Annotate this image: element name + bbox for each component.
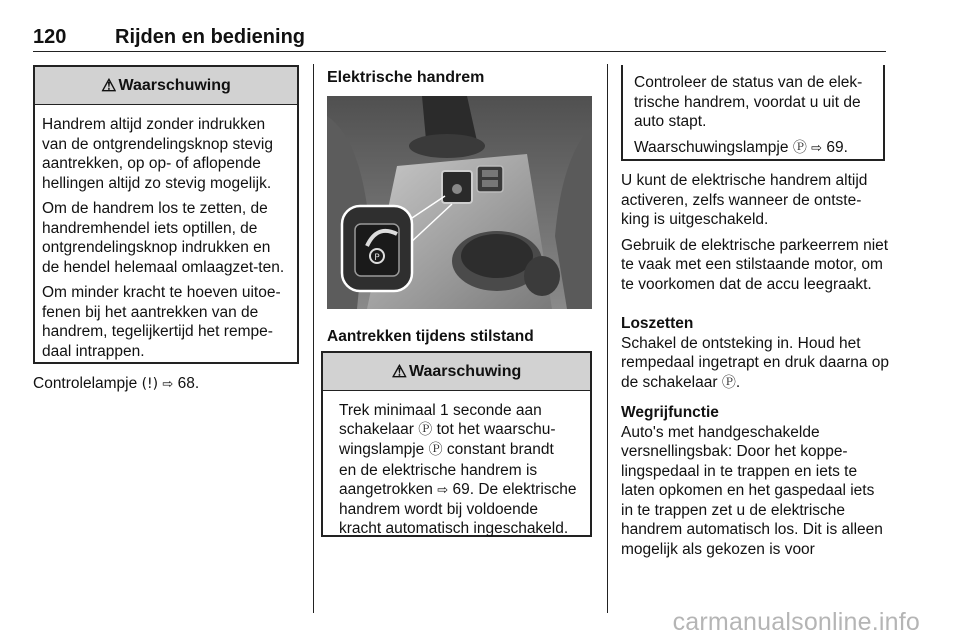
section-heading: Loszetten <box>621 315 694 332</box>
loszetten-section <box>621 314 889 393</box>
chapter-title: Rijden en bediening <box>115 26 306 48</box>
section-heading: Wegrijfunctie <box>621 404 719 421</box>
parking-brake-p-icon: Ⓟ <box>721 374 736 391</box>
warning-paragraph: Om de handrem los te zetten, de handremhendel iets optillen, de ontgrendelingsknop indrukken en de hendel helemaal omlaagzet-ten. <box>42 200 285 276</box>
warning-header <box>35 67 297 105</box>
control-lamp-text: Controlelampje <box>33 375 138 392</box>
page-reference-arrow-icon: ⇨ <box>162 377 174 392</box>
parking-brake-p-icon: Ⓟ <box>792 139 807 156</box>
warning-box-apply <box>321 351 592 537</box>
page-number: 120 <box>33 26 67 48</box>
warning-header <box>323 353 590 391</box>
warning-triangle-icon: ⚠ <box>101 75 117 95</box>
warning-title: Waarschuwing <box>408 362 522 380</box>
warning-body <box>35 105 297 369</box>
warning-body <box>323 391 590 544</box>
page-reference-arrow-icon: ⇨ <box>437 482 449 498</box>
column-divider-2 <box>607 64 608 613</box>
warning-title: Waarschuwing <box>118 76 231 94</box>
warning-line: kracht automatisch ingeschakeld. <box>339 520 569 538</box>
brake-warning-lamp-icon: (!) <box>141 376 159 392</box>
wegrij-section <box>621 403 889 559</box>
console-illustration-icon <box>327 96 592 309</box>
warning-line: wingslampje Ⓟ constant brandt <box>339 441 554 459</box>
notice-body <box>623 65 883 164</box>
warning-line: aangetrokken ⇨ 69. De elektrische <box>339 480 577 498</box>
subheading-apply: Aantrekken tijdens stilstand <box>327 328 534 345</box>
parking-brake-p-icon: Ⓟ <box>418 422 433 439</box>
notice-paragraph: Waarschuwingslampje Ⓟ ⇨ 69. <box>634 138 848 156</box>
warning-line: handrem wordt bij voldoende <box>339 501 539 519</box>
notice-box <box>621 65 885 161</box>
body-paragraph: Auto's met handgeschakelde versnellingsbak: Door het koppe-lingspedaal in te trappen en iets te laten opkomen en het gaspedaal iets in te trappen zet u de elektrische handrem automatisch los. Dit is alleen mogelijk als gekozen is voor <box>621 423 883 558</box>
notice-paragraph: Controleer de status van de elek-trische handrem, voordat u uit de auto stapt. <box>634 74 863 130</box>
body-paragraph: U kunt de elektrische handrem altijd activeren, zelfs wanneer de ontste-king is uitgeschakeld. <box>621 172 868 228</box>
page-reference: 68. <box>177 375 200 392</box>
body-paragraph: Gebruik de elektrische parkeerrem niet te vaak met een stilstaande motor, om te voorkomen dat de accu leegraakt. <box>621 236 889 293</box>
body-paragraph: Schakel de ontsteking in. Houd het rempedaal ingetrapt en druk daarna op de schakelaar Ⓟ. <box>621 334 889 391</box>
column-divider-1 <box>313 64 314 613</box>
warning-box-handbrake <box>33 65 299 364</box>
warning-paragraph: Om minder kracht te hoeven uitoe-fenen bij het aantrekken van de handrem, tegelijkertijd het rempe-daal intrappen. <box>42 284 281 360</box>
warning-line: Trek minimaal 1 seconde aan <box>339 402 542 419</box>
warning-triangle-icon: ⚠ <box>391 361 407 381</box>
control-lamp-line <box>33 374 299 395</box>
intro-text <box>621 171 889 300</box>
page-reference-arrow-icon: ⇨ <box>811 140 823 156</box>
svg-text:P: P <box>374 253 380 263</box>
section-title: Elektrische handrem <box>327 69 485 86</box>
parking-brake-p-icon: Ⓟ <box>428 442 443 459</box>
warning-line: en de elektrische handrem is <box>339 461 538 479</box>
page-header <box>33 20 886 52</box>
warning-paragraph: Handrem altijd zonder indrukken van de ontgrendelingsknop stevig aantrekken, op op- of aflopende hellingen altijd zo stevig mogelijk. <box>42 116 273 192</box>
watermark: carmanualsonline.info <box>672 607 920 636</box>
electric-parking-brake-photo <box>327 96 592 309</box>
warning-line: schakelaar Ⓟ tot het waarschu- <box>339 421 556 439</box>
